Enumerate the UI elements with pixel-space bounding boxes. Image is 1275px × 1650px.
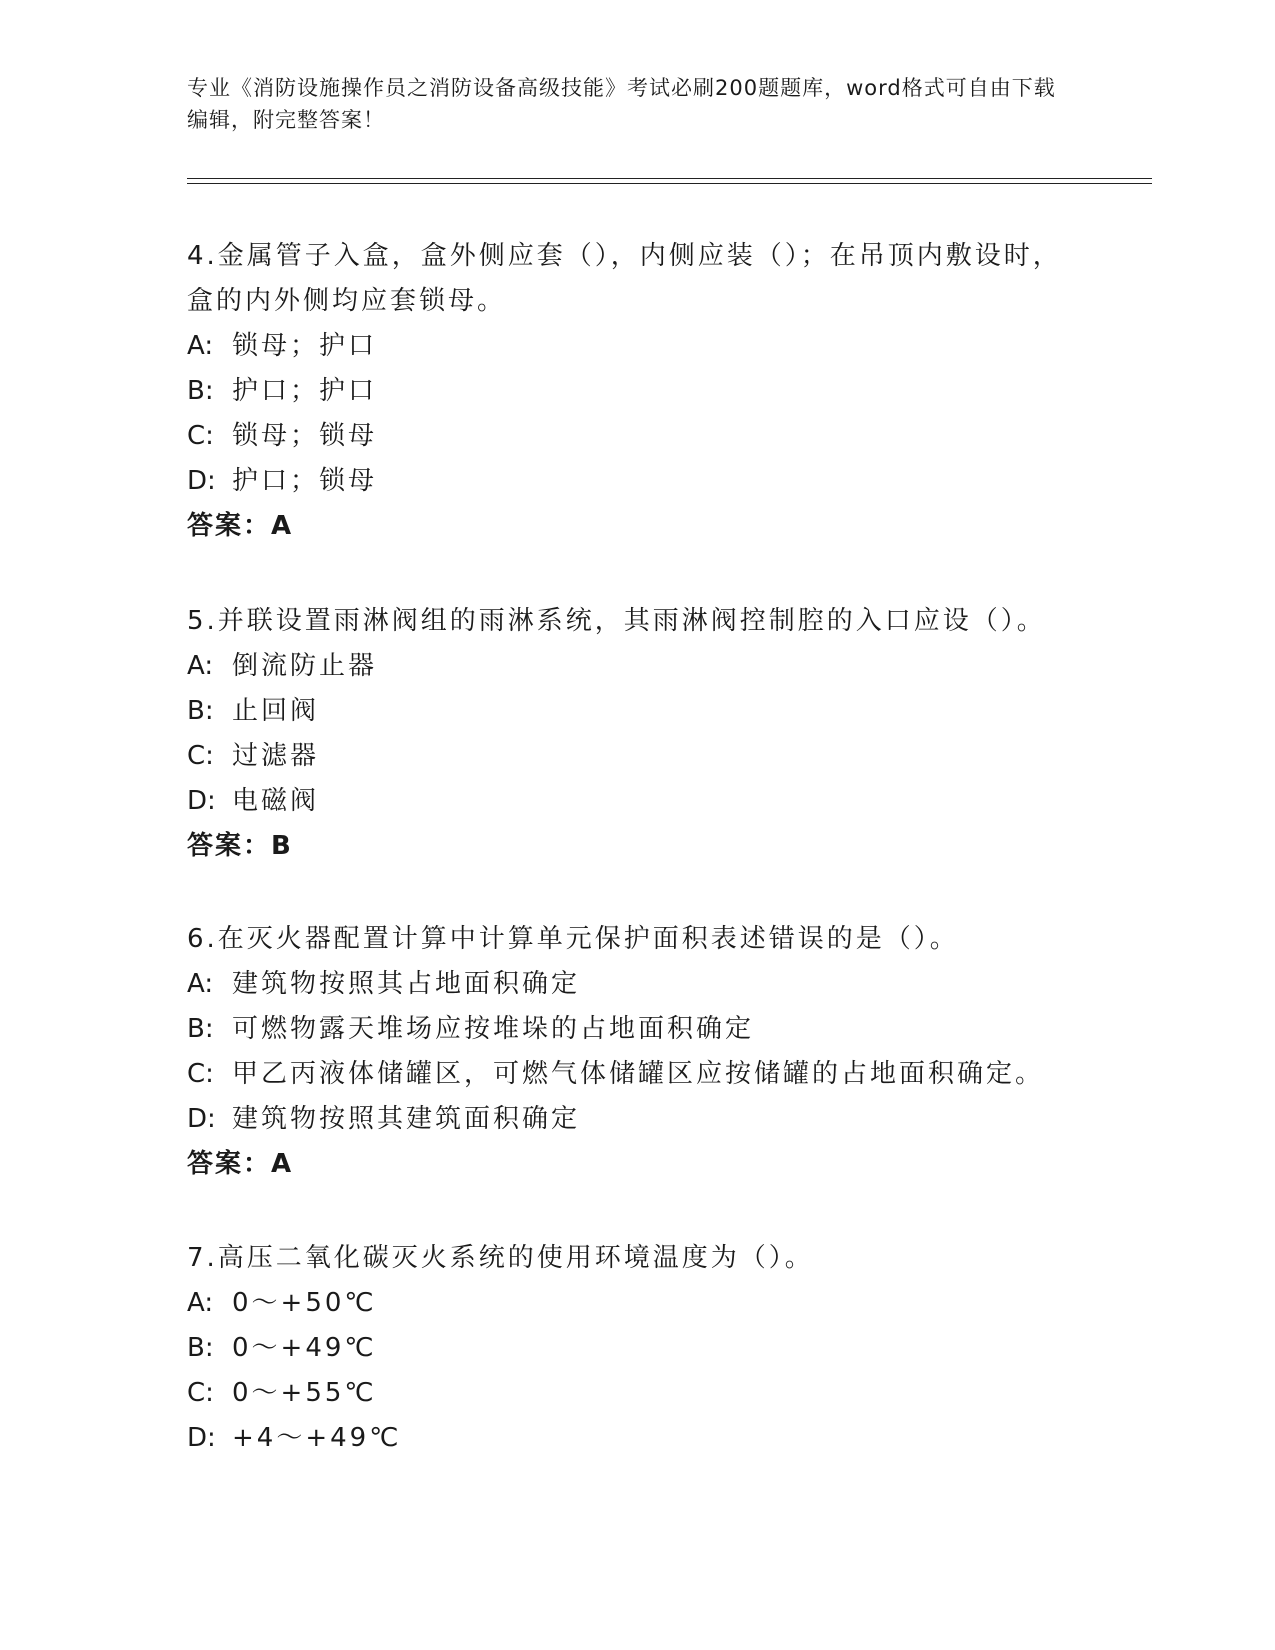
- question-stem: 7.高压二氧化碳灭火系统的使用环境温度为（）。: [187, 1243, 814, 1273]
- option-text: 电磁阀: [232, 786, 320, 816]
- option-b: [187, 369, 1067, 414]
- option-a: [187, 1281, 1067, 1326]
- option-text: +4～+49℃: [232, 1423, 402, 1453]
- answer-line: 答案：A: [187, 511, 294, 541]
- option-text: 止回阀: [232, 696, 320, 726]
- option-a: [187, 962, 1067, 1007]
- option-key: A:: [187, 969, 214, 999]
- option-d: [187, 1097, 1067, 1142]
- option-text: 锁母；护口: [232, 331, 378, 361]
- option-key: B:: [187, 376, 214, 406]
- option-key: C:: [187, 741, 214, 771]
- option-d: [187, 779, 1067, 824]
- option-key: B:: [187, 1333, 214, 1363]
- option-b: [187, 1007, 1067, 1052]
- answer-line: 答案：A: [187, 1149, 294, 1179]
- question-stem: 5.并联设置雨淋阀组的雨淋系统，其雨淋阀控制腔的入口应设（）。: [187, 606, 1046, 636]
- option-key: C:: [187, 1378, 214, 1408]
- option-c: [187, 1371, 1067, 1416]
- option-c: [187, 1052, 1067, 1097]
- option-text: 甲乙丙液体储罐区，可燃气体储罐区应按储罐的占地面积确定。: [232, 1059, 1045, 1089]
- question-stem: 4.金属管子入盒，盒外侧应套（），内侧应装（）；在吊顶内敷设时，盒的内外侧均应套锁母。: [187, 241, 1062, 316]
- option-key: D:: [187, 786, 216, 816]
- option-text: 倒流防止器: [232, 651, 378, 681]
- option-d: [187, 1416, 1067, 1461]
- option-b: [187, 1326, 1067, 1371]
- document-header: 专业《消防设施操作员之消防设备高级技能》考试必刷200题题库，word格式可自由下载编辑，附完整答案！: [187, 76, 1056, 132]
- option-key: A:: [187, 1288, 214, 1318]
- option-key: A:: [187, 331, 214, 361]
- option-c: [187, 734, 1067, 779]
- option-text: 0～+49℃: [232, 1333, 377, 1363]
- header-divider-top: [187, 178, 1152, 179]
- header-divider-bottom: [187, 183, 1152, 184]
- option-key: B:: [187, 696, 214, 726]
- question-7: [187, 1236, 1067, 1461]
- question-stem: 6.在灭火器配置计算中计算单元保护面积表述错误的是（）。: [187, 924, 959, 954]
- option-text: 0～+50℃: [232, 1288, 377, 1318]
- question-4: [187, 234, 1067, 549]
- option-key: D:: [187, 1423, 216, 1453]
- question-5: [187, 599, 1067, 869]
- option-key: A:: [187, 651, 214, 681]
- answer-line: 答案：B: [187, 831, 293, 861]
- option-key: C:: [187, 1059, 214, 1089]
- option-key: D:: [187, 1104, 216, 1134]
- option-text: 护口；护口: [232, 376, 378, 406]
- option-text: 建筑物按照其建筑面积确定: [232, 1104, 581, 1134]
- option-a: [187, 644, 1067, 689]
- option-text: 0～+55℃: [232, 1378, 377, 1408]
- question-6: [187, 917, 1067, 1187]
- option-a: [187, 324, 1067, 369]
- option-b: [187, 689, 1067, 734]
- option-c: [187, 414, 1067, 459]
- option-text: 过滤器: [232, 741, 320, 771]
- option-key: B:: [187, 1014, 214, 1044]
- option-key: D:: [187, 466, 216, 496]
- option-d: [187, 459, 1067, 504]
- option-text: 可燃物露天堆场应按堆垛的占地面积确定: [232, 1014, 755, 1044]
- option-text: 建筑物按照其占地面积确定: [232, 969, 581, 999]
- option-text: 锁母；锁母: [232, 421, 378, 451]
- option-key: C:: [187, 421, 214, 451]
- option-text: 护口；锁母: [232, 466, 378, 496]
